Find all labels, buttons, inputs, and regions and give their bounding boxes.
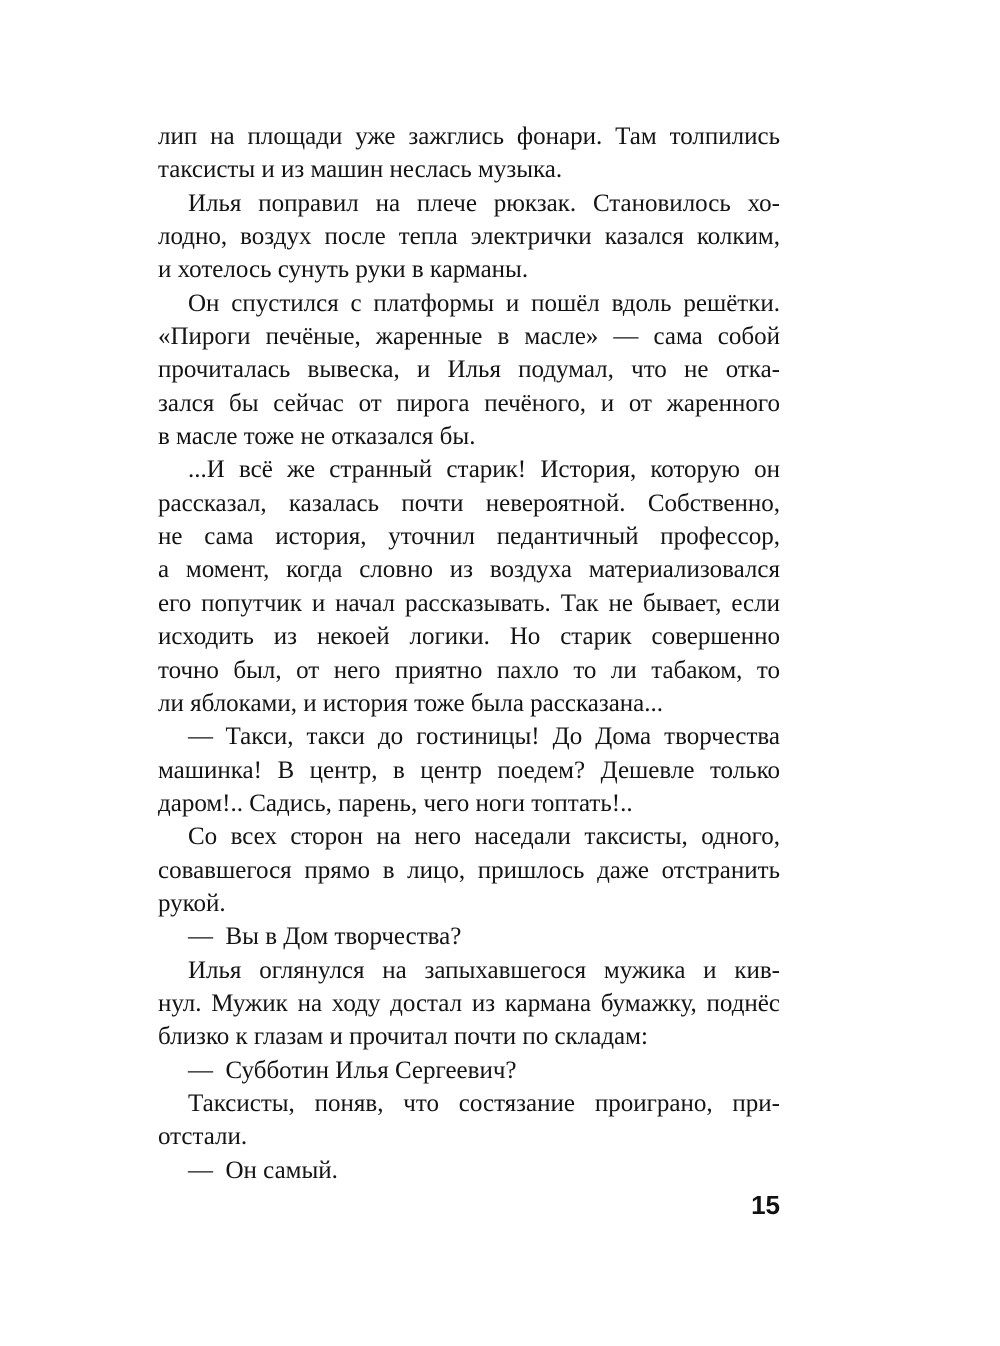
text-line: близко к глазам и прочитал почти по складам: xyxy=(158,1023,648,1051)
text-line: а момент, когда словно из воздуха материализовался xyxy=(158,556,780,584)
text-line: не сама история, уточнил педантичный профессор, xyxy=(158,523,780,551)
page-number: 15 xyxy=(751,1190,780,1220)
text-line: ли яблоками, и история тоже была рассказана... xyxy=(158,689,664,717)
text-line: — Вы в Дом творчества? xyxy=(188,923,462,951)
text-block xyxy=(158,120,780,1187)
text-line: лип на площади уже зажглись фонари. Там толпились xyxy=(158,123,780,150)
text-line: — Субботин Илья Сергеевич? xyxy=(188,1056,517,1084)
text-line: рассказал, казалась почти невероятной. Собственно, xyxy=(158,489,780,517)
text-line: «Пироги печёные, жаренные в масле» — сама собой xyxy=(158,323,780,351)
text-line: Таксисты, поняв, что состязание проиграно, при- xyxy=(188,1089,780,1117)
text-line: совавшегося прямо в лицо, пришлось даже отстранить xyxy=(158,856,780,884)
text-line: ...И всё же странный старик! История, которую он xyxy=(188,456,780,484)
text-line: Со всех сторон на него наседали таксисты, одного, xyxy=(188,823,780,851)
text-line: даром!.. Садись, парень, чего ноги топтать!.. xyxy=(158,789,633,817)
text-line: точно был, от него приятно пахло то ли табаком, то xyxy=(158,656,780,684)
text-line: нул. Мужик на ходу достал из кармана бумажку, поднёс xyxy=(158,989,780,1017)
text-line: зался бы сейчас от пирога печёного, и от жаренного xyxy=(158,389,780,417)
text-line: — Такси, такси до гостиницы! До Дома творчества xyxy=(188,723,780,751)
text-line: в масле тоже не отказался бы. xyxy=(158,423,476,451)
text-line: и хотелось сунуть руки в карманы. xyxy=(158,256,529,284)
text-line: — Он самый. xyxy=(188,1156,338,1184)
text-line: его попутчик и начал рассказывать. Так не бывает, если xyxy=(158,589,780,617)
text-line: таксисты и из машин неслась музыка. xyxy=(158,156,563,184)
text-line: Илья поправил на плече рюкзак. Становилось хо- xyxy=(188,189,780,217)
text-line: Он спустился с платформы и пошёл вдоль решётки. xyxy=(188,289,780,317)
text-line: Илья оглянулся на запыхавшегося мужика и кив- xyxy=(188,956,780,984)
text-line: машинка! В центр, в центр поедем? Дешевле только xyxy=(158,756,780,784)
text-line: лодно, воздух после тепла электрички казался колким, xyxy=(158,223,780,251)
text-line: отстали. xyxy=(158,1123,248,1151)
text-line: прочиталась вывеска, и Илья подумал, что не отка- xyxy=(158,356,780,384)
text-line: рукой. xyxy=(158,889,226,917)
text-line: исходить из некоей логики. Но старик совершенно xyxy=(158,623,780,651)
